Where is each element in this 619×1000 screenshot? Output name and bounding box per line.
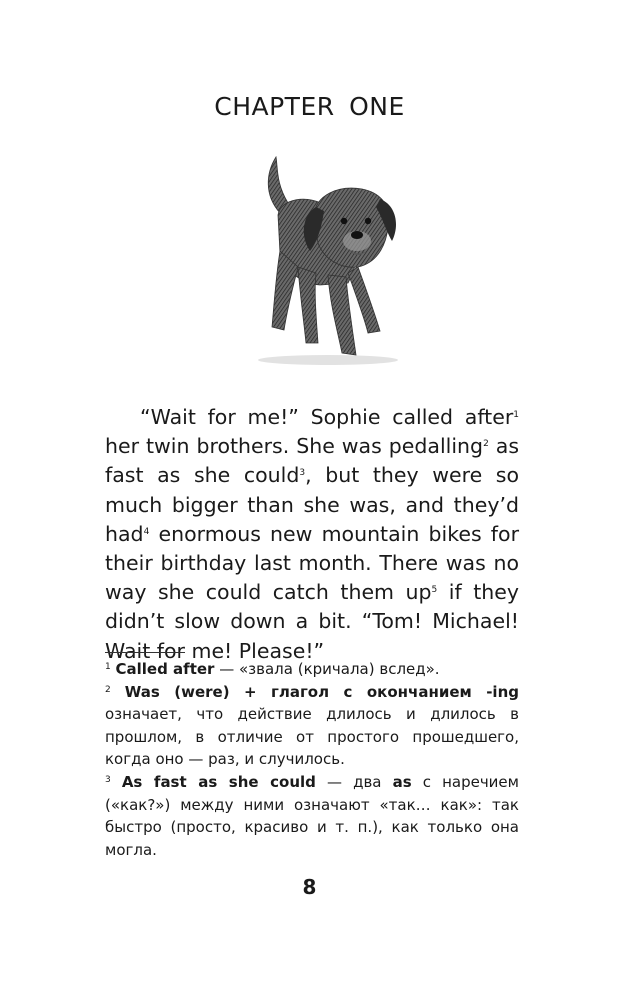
footnotes (105, 658, 519, 861)
chapter-title: CHAPTER ONE (214, 92, 405, 121)
footnote-number: 2 (105, 684, 111, 695)
story-span: “Wait for me!” Sophie called after (140, 405, 514, 429)
footnote-1 (105, 658, 519, 681)
puppy-illustration (258, 155, 408, 367)
footnote-number: 3 (105, 774, 111, 785)
footnote-ref-1: 1 (513, 410, 519, 420)
story-text (105, 403, 519, 666)
story-span: , but they were so much bigger than she was, and they’d had (105, 463, 519, 546)
story-span: if they didn’t slow down a bit. “Tom! Michael! Wait for me! Please!” (105, 580, 519, 663)
page-number: 8 (302, 875, 317, 899)
footnote-ref-2: 2 (483, 439, 489, 450)
footnote-ref-5: 5 (431, 585, 438, 596)
footnote-number: 1 (105, 662, 111, 672)
footnote-3 (105, 771, 519, 861)
footnote-text: — «звала (кричала) вслед». (214, 660, 440, 678)
footnote-term: Was (were) + глагол с окончанием -ing (124, 682, 519, 701)
footnote-2 (105, 681, 519, 771)
footnote-text: с наречием («как?») между ними означают «так… как»: так быстро (просто, красиво и т. п.), как только она могла. (105, 772, 519, 859)
footnote-text: — два (315, 772, 393, 791)
footnote-term: Called after (115, 660, 215, 678)
footnote-divider (105, 652, 185, 653)
footnote-ref-3: 3 (299, 468, 306, 479)
footnote-ref-4: 4 (143, 526, 150, 537)
footnote-text: означает, что действие длилось и длилось в прошлом, в отличие от простого прошедшего, когда оно — раз, и случилось. (105, 705, 519, 769)
story-span: enormous new mountain bikes for their birthday last month. There was no way she could catch them up (105, 521, 519, 605)
footnote-term: As fast as she could (121, 772, 316, 791)
story-paragraph (105, 403, 519, 666)
footnote-term: as (392, 772, 412, 791)
story-span: her twin brothers. She was pedalling (105, 434, 484, 459)
story-span: as fast as she could (105, 434, 520, 488)
